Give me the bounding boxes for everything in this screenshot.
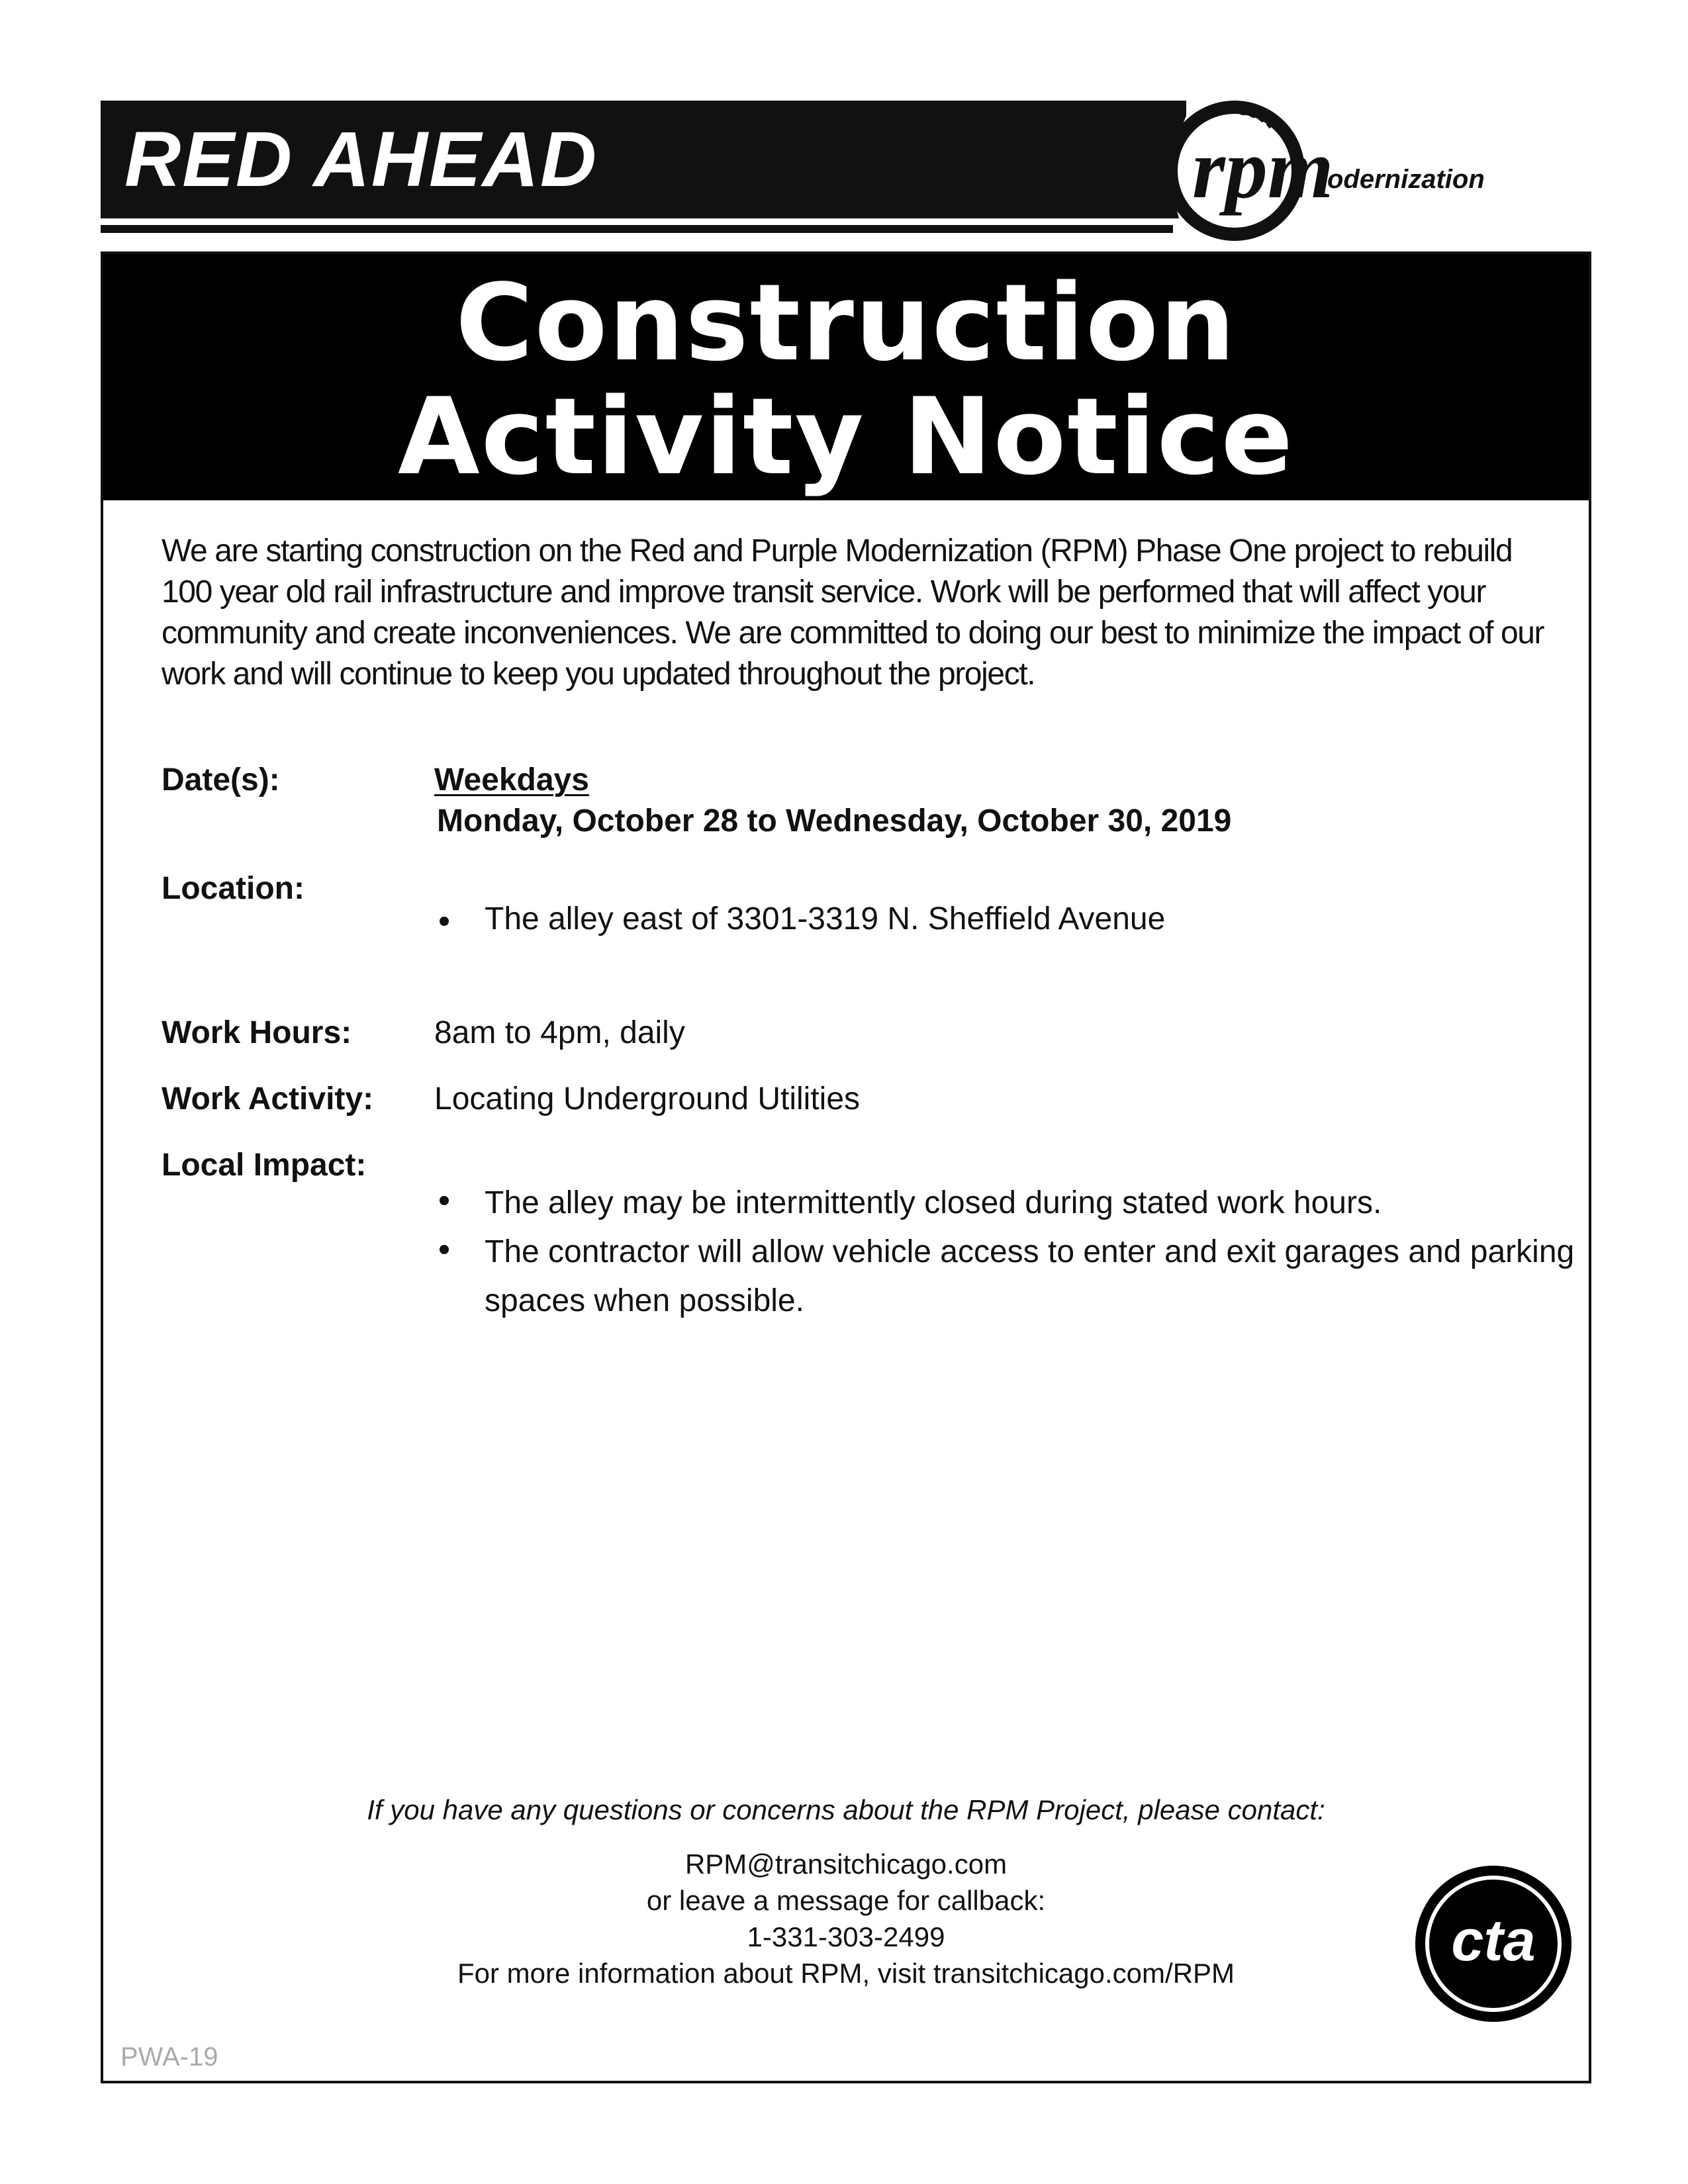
contact-callback-text: or leave a message for callback: bbox=[646, 1885, 1046, 1916]
rpm-logo-mark: rpm bbox=[1192, 122, 1334, 216]
header-stripe bbox=[101, 225, 1173, 233]
location-label: Location: bbox=[162, 871, 305, 906]
work-hours-value: 8am to 4pm, daily bbox=[434, 1015, 685, 1050]
dates-range: Monday, October 28 to Wednesday, October 30, 2019 bbox=[437, 803, 1232, 839]
document-code: PWA-19 bbox=[120, 2042, 218, 2071]
local-impact-item: The alley may be intermittently closed during stated work hours. bbox=[434, 1179, 1577, 1228]
red-ahead-brand: RED AHEAD bbox=[124, 116, 598, 203]
location-list bbox=[434, 899, 1165, 939]
rpm-logo-suffix: odernization bbox=[1327, 165, 1485, 194]
notice-title-line-1: Construction bbox=[455, 261, 1237, 385]
cta-logo-text: cta bbox=[1451, 1907, 1536, 1973]
rpm-modernization-logo-icon bbox=[1149, 98, 1572, 244]
work-activity-value: Locating Underground Utilities bbox=[434, 1081, 861, 1116]
location-item: The alley east of 3301-3319 N. Sheffield Avenue bbox=[434, 899, 1165, 939]
contact-lead: If you have any questions or concerns about the RPM Project, please contact: bbox=[367, 1794, 1325, 1825]
title-band bbox=[103, 254, 1589, 500]
notice-frame bbox=[101, 251, 1591, 2083]
notice-title-line-2: Activity Notice bbox=[397, 375, 1295, 498]
local-impact-label: Local Impact: bbox=[162, 1148, 367, 1183]
intro-paragraph: We are starting construction on the Red and Purple Modernization (RPM) Phase One project to rebuild 100 year old rail infrastructure and improve transit service. Work will be performed that will affect your community and create inconveniences. We are committed to doing our best to minimize the impact of our work and will continue to keep you updated throughout the project. bbox=[162, 533, 1544, 692]
local-impact-list bbox=[434, 1179, 1577, 1326]
cta-logo-icon bbox=[1411, 1861, 1576, 2026]
contact-phone: 1-331-303-2499 bbox=[747, 1921, 945, 1952]
contact-more-info: For more information about RPM, visit transitchicago.com/RPM bbox=[457, 1958, 1235, 1989]
contact-email: RPM@transitchicago.com bbox=[684, 1848, 1008, 1880]
local-impact-item: The contractor will allow vehicle access to enter and exit garages and parking spaces when possible. bbox=[434, 1228, 1577, 1326]
dates-schedule: Weekdays bbox=[434, 762, 589, 797]
work-activity-label: Work Activity: bbox=[162, 1081, 374, 1116]
work-hours-label: Work Hours: bbox=[162, 1015, 352, 1050]
dates-label: Date(s): bbox=[162, 762, 280, 797]
